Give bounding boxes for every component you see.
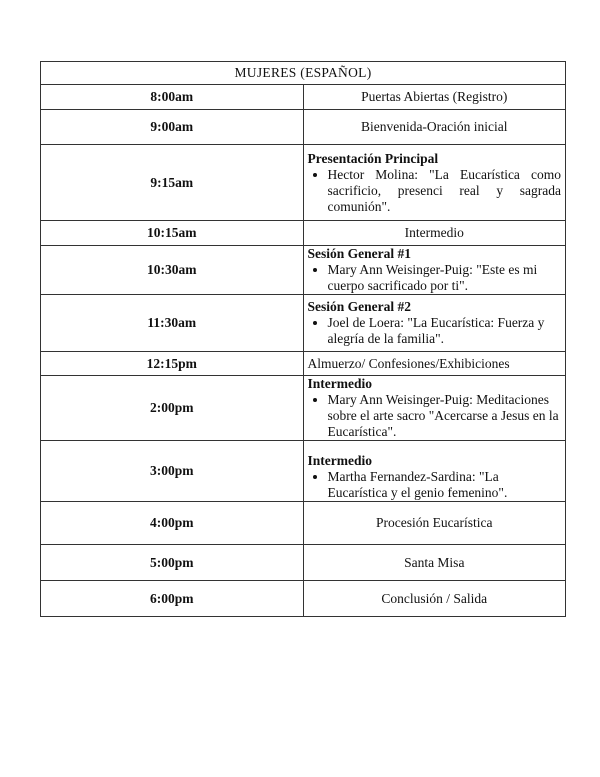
row-session: [303, 295, 566, 352]
session-list: [308, 392, 562, 440]
row-session: [303, 376, 566, 441]
session-item: • Joel de Loera: "La Eucarística: Fuerza y alegría de la familia".: [328, 315, 562, 347]
session-item: • Hector Molina: "La Eucarística como sacrificio, presenci real y sagrada comunión".: [328, 167, 562, 215]
row-time: 2:00pm: [41, 376, 304, 441]
table-row: [41, 581, 566, 617]
row-time: 11:30am: [41, 295, 304, 352]
table-row: [41, 352, 566, 376]
row-session: [303, 145, 566, 221]
row-time: 3:00pm: [41, 441, 304, 502]
table-row: [41, 110, 566, 145]
row-time: 10:30am: [41, 246, 304, 295]
session-title: Presentación Principal: [307, 150, 439, 166]
session-item: • Mary Ann Weisinger-Puig: "Este es mi cuerpo sacrificado por ti".: [328, 262, 562, 294]
row-time: 12:15pm: [41, 352, 304, 376]
session-title: Sesión General #2: [307, 299, 411, 314]
table-row: [41, 376, 566, 441]
row-text: Procesión Eucarística: [303, 502, 566, 545]
session-title: Intermedio: [307, 453, 372, 468]
row-time: 6:00pm: [41, 581, 304, 617]
session-list: [308, 167, 562, 215]
row-text: Conclusión / Salida: [303, 581, 566, 617]
table-row: [41, 295, 566, 352]
schedule-table: [40, 61, 566, 617]
row-text: Santa Misa: [303, 545, 566, 581]
table-row: [41, 441, 566, 502]
row-time: 4:00pm: [41, 502, 304, 545]
table-row: [41, 502, 566, 545]
session-list: [308, 315, 562, 347]
row-time: 9:00am: [41, 110, 304, 145]
session-title: Intermedio: [307, 376, 372, 391]
session-list: [308, 262, 562, 294]
table-row: [41, 145, 566, 221]
table-header: MUJERES (ESPAÑOL): [41, 62, 566, 85]
session-title: Sesión General #1: [307, 246, 411, 261]
row-time: 9:15am: [41, 145, 304, 221]
row-time: 8:00am: [41, 85, 304, 110]
row-time: 10:15am: [41, 221, 304, 246]
row-text: Intermedio: [303, 221, 566, 246]
row-text: Almuerzo/ Confesiones/Exhibiciones: [303, 352, 566, 376]
table-row: [41, 545, 566, 581]
table-row: [41, 85, 566, 110]
row-text: Bienvenida-Oración inicial: [303, 110, 566, 145]
row-text: Puertas Abiertas (Registro): [303, 85, 566, 110]
session-list: [308, 469, 562, 501]
table-row: [41, 246, 566, 295]
row-session: [303, 246, 566, 295]
table-header-row: [41, 62, 566, 85]
session-item: • Martha Fernandez-Sardina: "La Eucarística y el genio femenino".: [328, 469, 562, 501]
table-row: [41, 221, 566, 246]
session-item: • Mary Ann Weisinger-Puig: Meditaciones sobre el arte sacro "Acercarse a Jesus en la Eucarística".: [328, 392, 562, 440]
row-session: [303, 441, 566, 502]
row-time: 5:00pm: [41, 545, 304, 581]
